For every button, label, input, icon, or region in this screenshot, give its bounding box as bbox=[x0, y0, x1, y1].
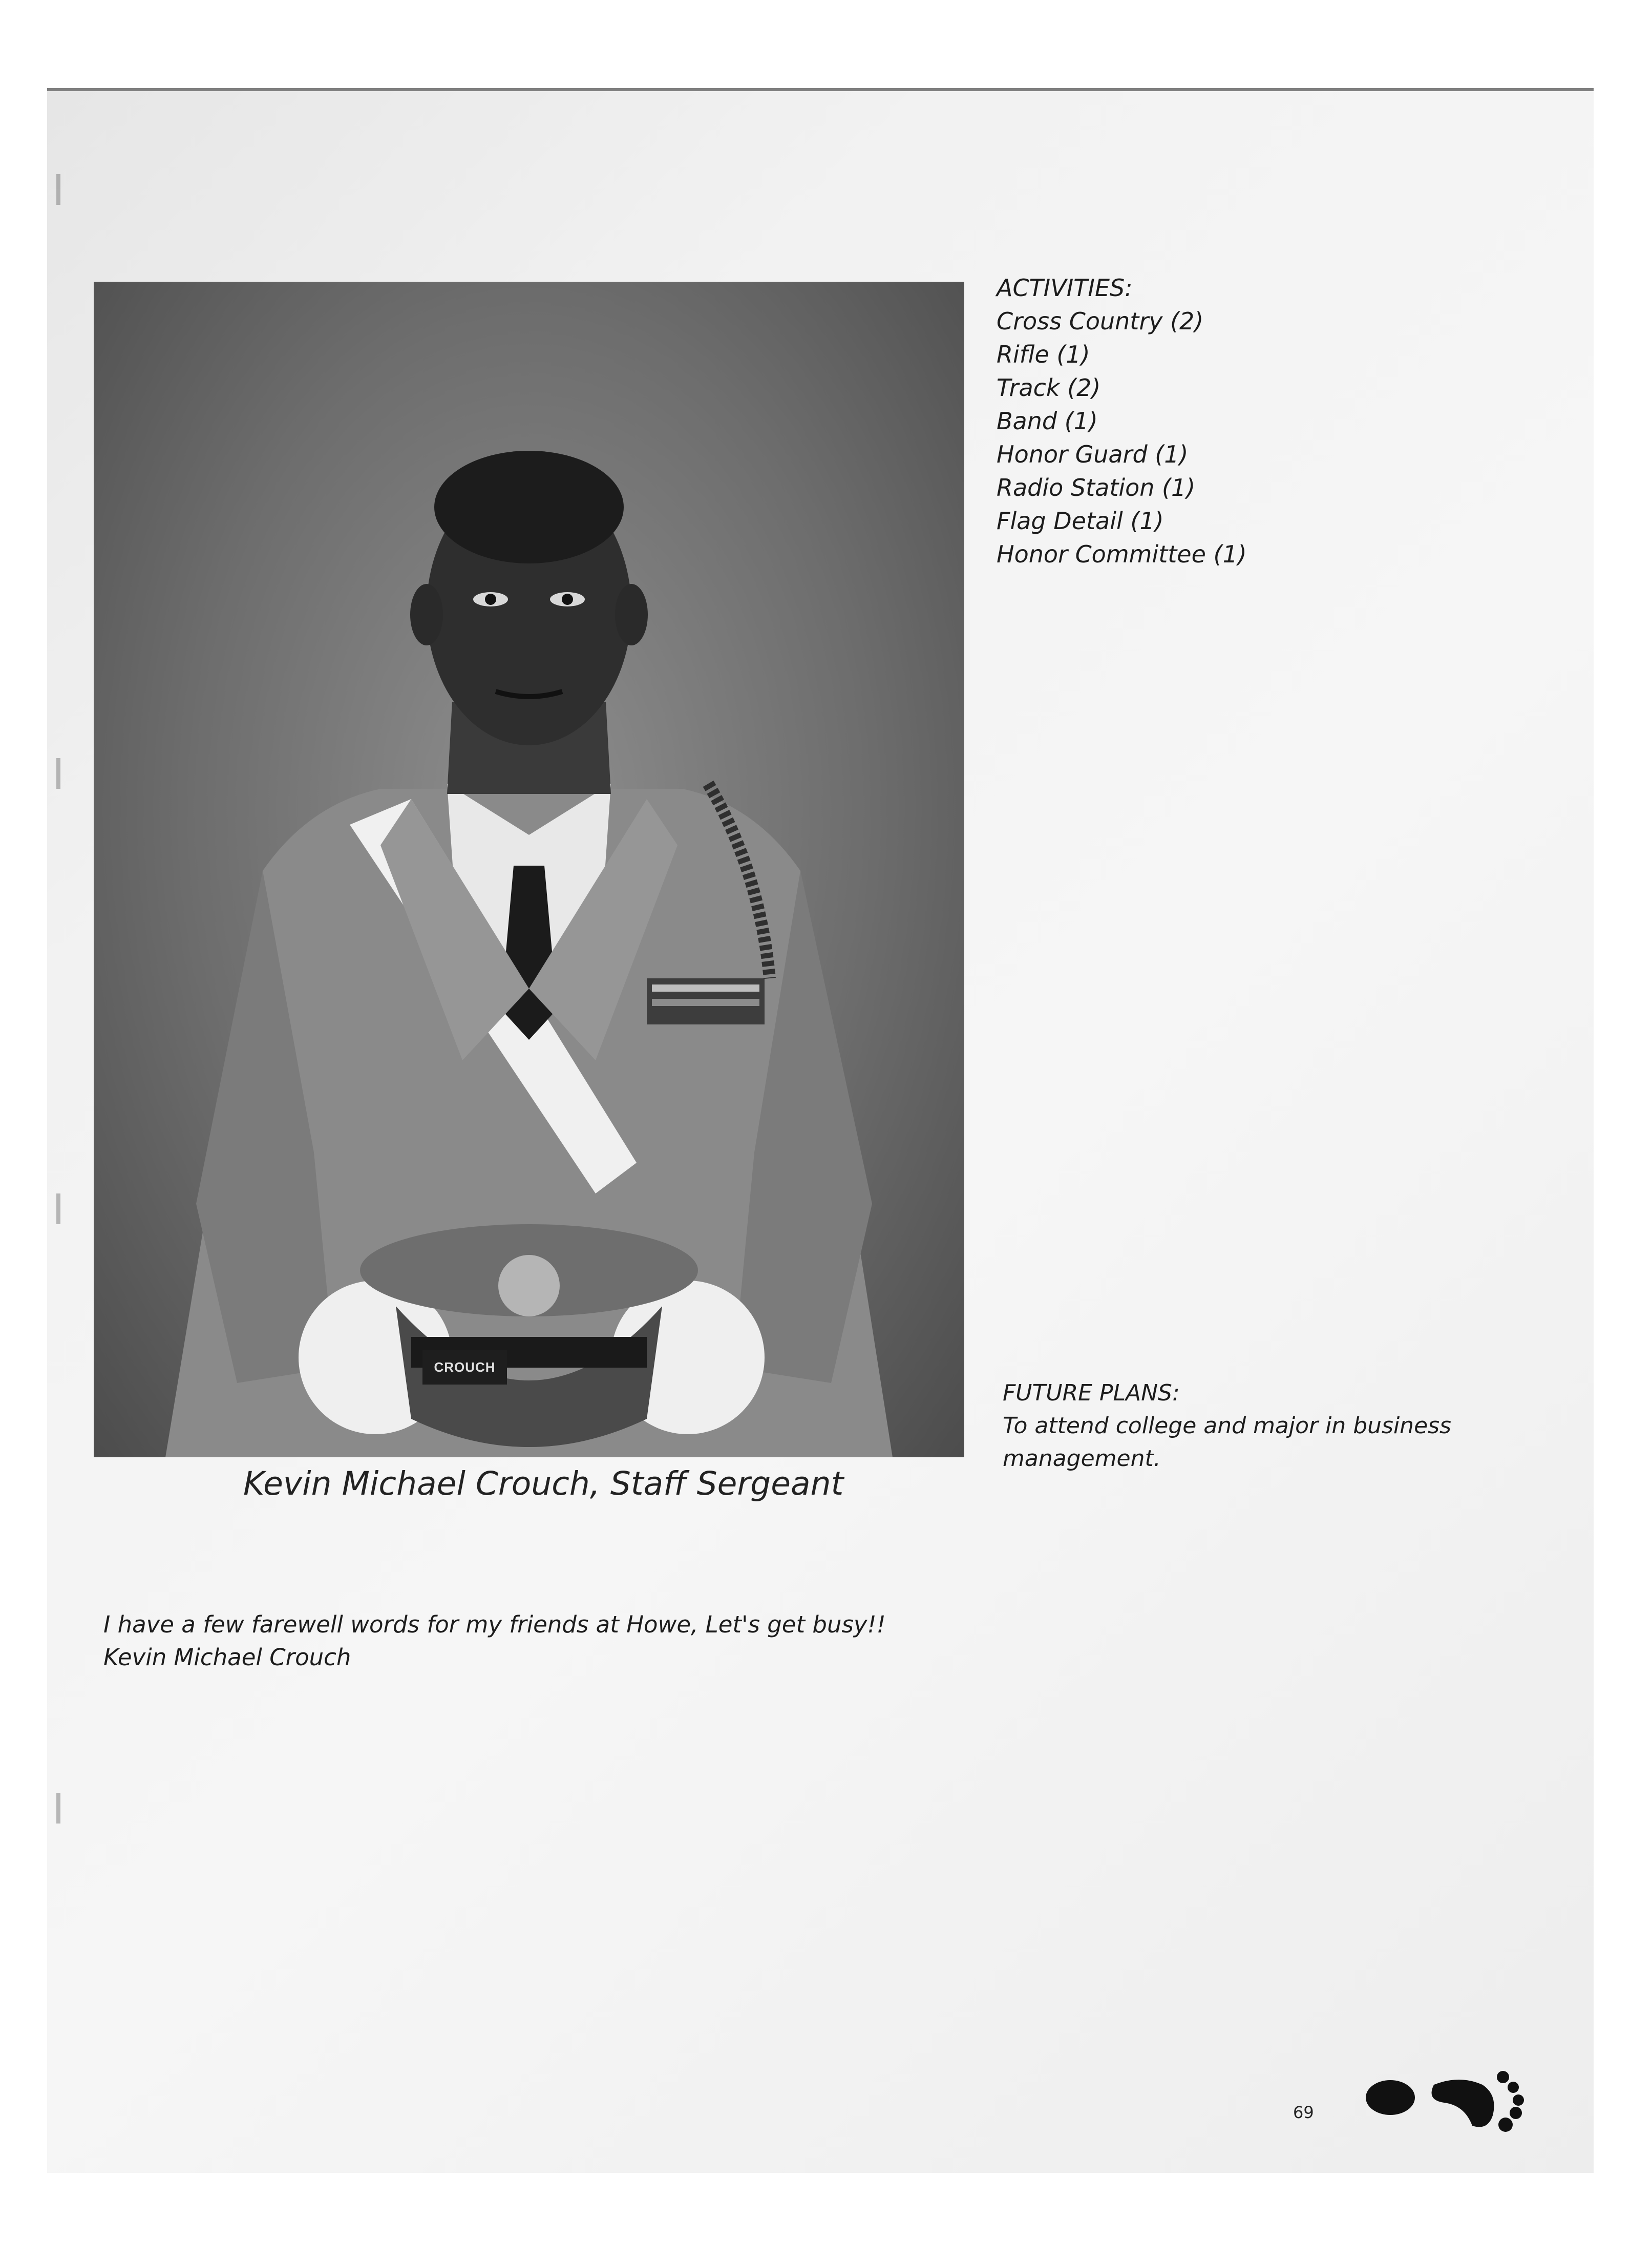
binding-mark bbox=[56, 1193, 60, 1224]
activity-item: Radio Station (1) bbox=[997, 474, 1196, 501]
activity-item: Track (2) bbox=[997, 374, 1101, 402]
activity-item: Flag Detail (1) bbox=[997, 507, 1164, 535]
activity-item: Cross Country (2) bbox=[997, 307, 1204, 335]
activity-item: Honor Guard (1) bbox=[997, 441, 1189, 468]
binding-mark bbox=[56, 1793, 60, 1824]
activity-item: Band (1) bbox=[997, 407, 1098, 435]
page-number: 69 bbox=[1293, 2103, 1314, 2122]
binding-mark bbox=[56, 758, 60, 789]
binding-mark bbox=[56, 174, 60, 205]
activity-item: Rifle (1) bbox=[997, 341, 1090, 368]
activity-item: Honor Committee (1) bbox=[997, 540, 1247, 568]
activities-section bbox=[997, 271, 1247, 571]
farewell-message bbox=[103, 1608, 886, 1674]
name-tape: CROUCH bbox=[422, 1350, 507, 1385]
future-plans-heading: FUTURE PLANS: bbox=[1003, 1380, 1180, 1406]
farewell-signature: Kevin Michael Crouch bbox=[103, 1644, 351, 1671]
future-plans-text: To attend college and major in business management. bbox=[1003, 1413, 1451, 1472]
portrait-photo bbox=[94, 282, 964, 1457]
activities-heading: ACTIVITIES: bbox=[997, 274, 1133, 302]
farewell-line: I have a few farewell words for my friends at Howe, Let's get busy!! bbox=[103, 1611, 886, 1638]
footprints-icon bbox=[1362, 2054, 1547, 2136]
portrait-caption: Kevin Michael Crouch, Staff Sergeant bbox=[243, 1465, 844, 1502]
future-plans-section bbox=[1003, 1377, 1484, 1475]
